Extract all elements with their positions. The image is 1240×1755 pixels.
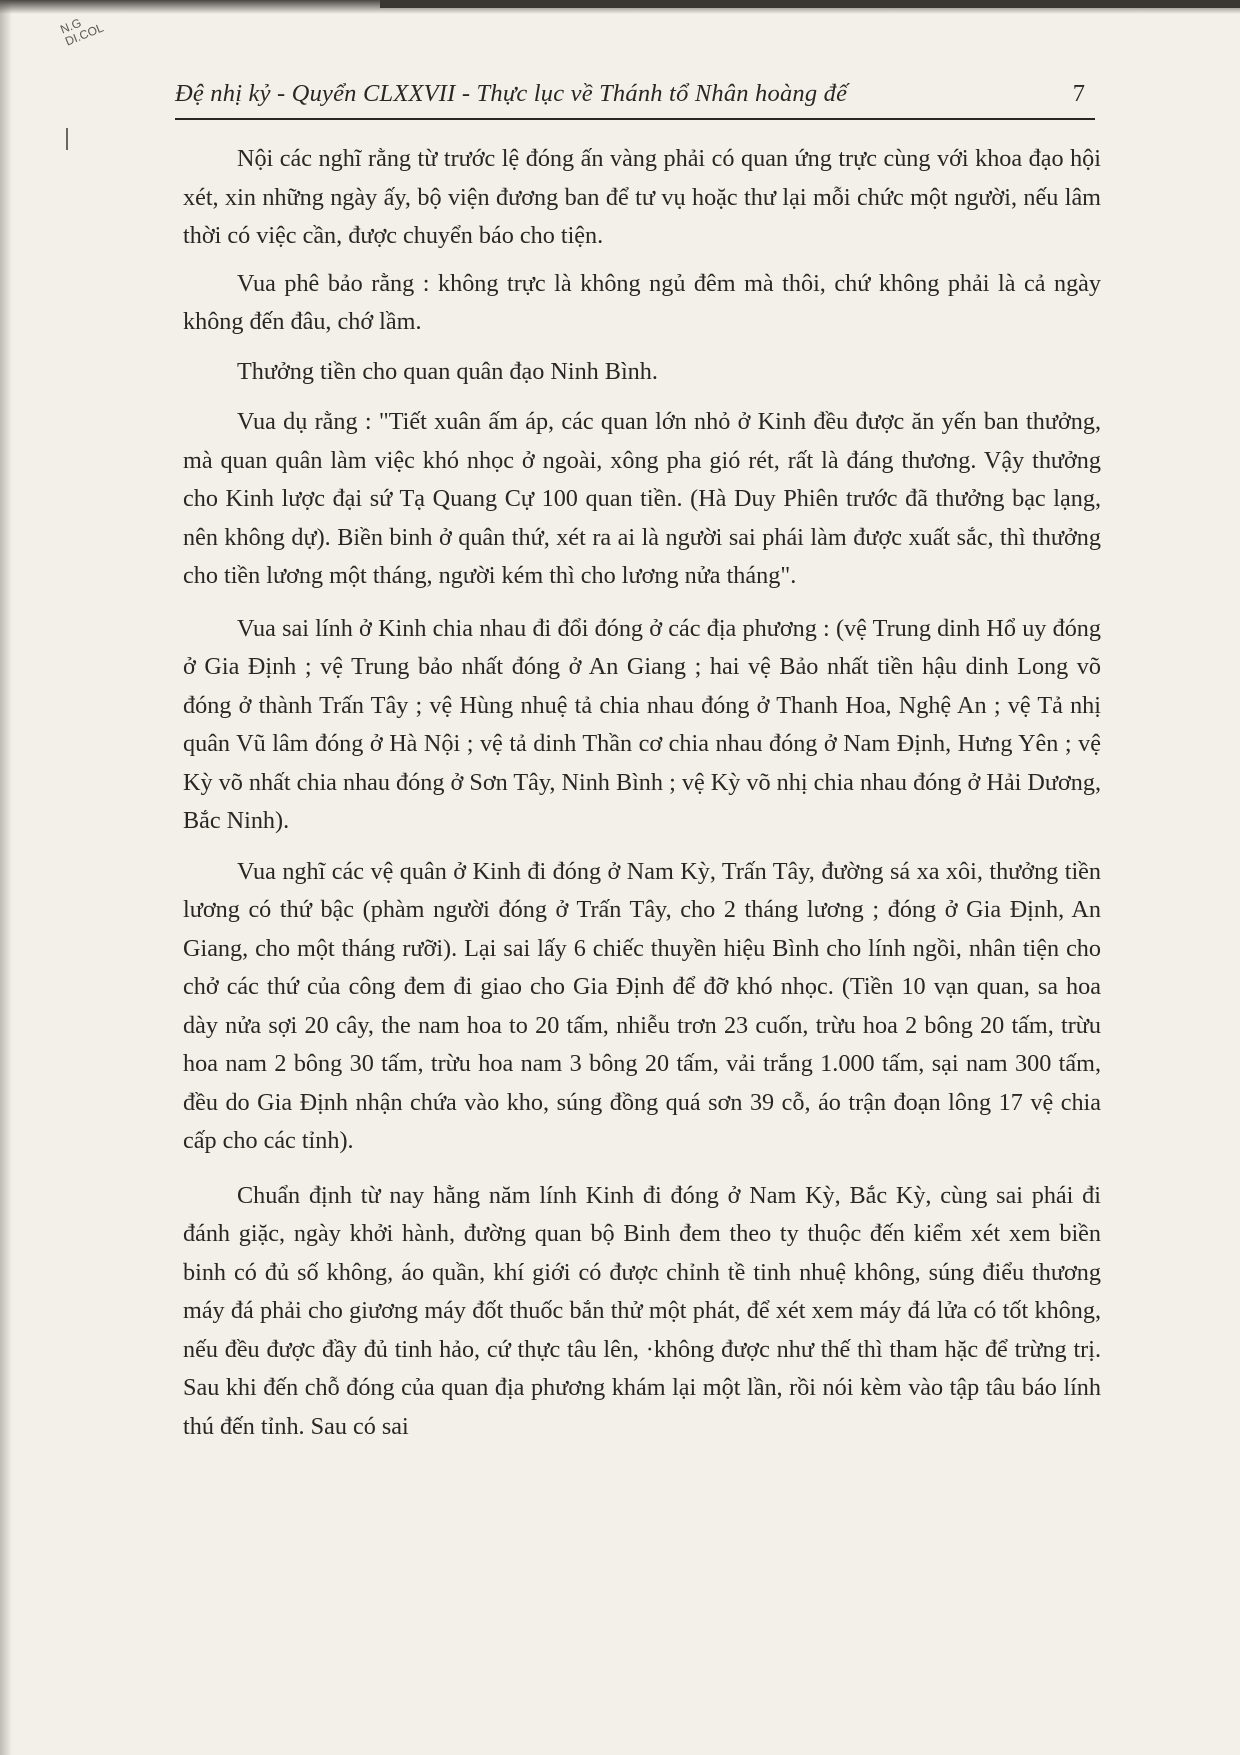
paragraph: Chuẩn định từ nay hằng năm lính Kinh đi đóng ở Nam Kỳ, Bắc Kỳ, cùng sai phái đi đánh giặc, ngày khởi hành, đường quan bộ Binh đem theo ty thuộc đến kiểm xét xem biền binh có đủ số không, áo quần, khí giới có được chỉnh tề tinh nhuệ không, súng điểu thương máy đá phải cho giương máy đốt thuốc bắn thử một phát, để xét xem máy đá lửa có tốt không, nếu đều được đầy đủ tinh hảo, cứ thực tâu lên, ·không được như thế thì tham hặc để trừng trị. Sau khi đến chỗ đóng của quan địa phương khám lại một lần, rồi nói kèm vào tập tâu báo lính thú đến tỉnh. Sau có sai [183,1181,1101,1440]
header-title: Đệ nhị kỷ - Quyển CLXXVII - Thực lục về Thánh tổ Nhân hoàng đế [175,80,848,107]
page-number: 7 [1072,80,1085,107]
corner-stamp: N.G DI.COL [58,15,106,49]
paragraph: Nội các nghĩ rằng từ trước lệ đóng ấn vàng phải có quan ứng trực cùng với khoa đạo hội xét, xin những ngày ấy, bộ viện đương ban để tư vụ hoặc thư lại mỗi chức một người, nếu lâm thời có việc cần, được chuyển báo cho tiện. [183,145,1101,249]
paragraph: Vua phê bảo rằng : không trực là không ngủ đêm mà thôi, chứ không phải là cả ngày không đến đâu, chớ lầm. [183,269,1101,335]
paragraph: Vua sai lính ở Kinh chia nhau đi đổi đóng ở các địa phương : (vệ Trung dinh Hổ uy đóng ở Gia Định ; vệ Trung bảo nhất đóng ở An Giang ; hai vệ Bảo nhất tiền hậu dinh Long võ đóng ở thành Trấn Tây ; vệ Hùng nhuệ tả chia nhau đóng ở Thanh Hoa, Nghệ An ; vệ Tả nhị quân Vũ lâm đóng ở Hà Nội ; vệ tả dinh Thần cơ chia nhau đóng ở Nam Định, Hưng Yên ; vệ Kỳ võ nhất chia nhau đóng ở Sơn Tây, Ninh Bình ; vệ Kỳ võ nhị chia nhau đóng ở Hải Dương, Bắc Ninh). [183,614,1101,834]
paragraph: Vua nghĩ các vệ quân ở Kinh đi đóng ở Nam Kỳ, Trấn Tây, đường sá xa xôi, thưởng tiền lương có thứ bậc (phàm người đóng ở Trấn Tây, cho 2 tháng lương ; đóng ở Gia Định, An Giang, cho một tháng rưỡi). Lại sai lấy 6 chiếc thuyền hiệu Bình cho lính ngồi, nhân tiện cho chở các thứ của công đem đi giao cho Gia Định để đỡ khó nhọc. (Tiền 10 vạn quan, sa hoa dày nửa sợi 20 cây, the nam hoa to 20 tấm, nhiễu trơn 23 cuốn, trừu hoa 2 bông 20 tấm, trừu hoa nam 2 bông 30 tấm, trừu hoa nam 3 bông 20 tấm, vải trắng 1.000 tấm, sại nam 300 tấm, đều do Gia Định nhận chứa vào kho, súng đồng quá sơn 39 cỗ, áo trận đoạn lông 17 vệ chia cấp cho các tỉnh). [183,857,1101,1154]
body-text [183,140,1101,1446]
page-top-binding [380,0,1240,8]
running-header [175,80,1095,116]
paragraph: Vua dụ rằng : "Tiết xuân ấm áp, các quan lớn nhỏ ở Kinh đều được ăn yến ban thưởng, mà quan quân làm việc khó nhọc ở ngoài, xông pha gió rét, rất là đáng thương. Vậy thưởng cho Kinh lược đại sứ Tạ Quang Cự 100 quan tiền. (Hà Duy Phiên trước đã thưởng bạc lạng, nên không dự). Biền binh ở quân thứ, xét ra ai là người sai phái làm được xuất sắc, thì thưởng cho tiền lương một tháng, người kém thì cho lương nửa tháng". [183,408,1101,589]
page-left-edge [0,0,12,1755]
header-rule [175,118,1095,120]
margin-mark [66,128,68,150]
paragraph: Thưởng tiền cho quan quân đạo Ninh Bình. [237,357,658,385]
